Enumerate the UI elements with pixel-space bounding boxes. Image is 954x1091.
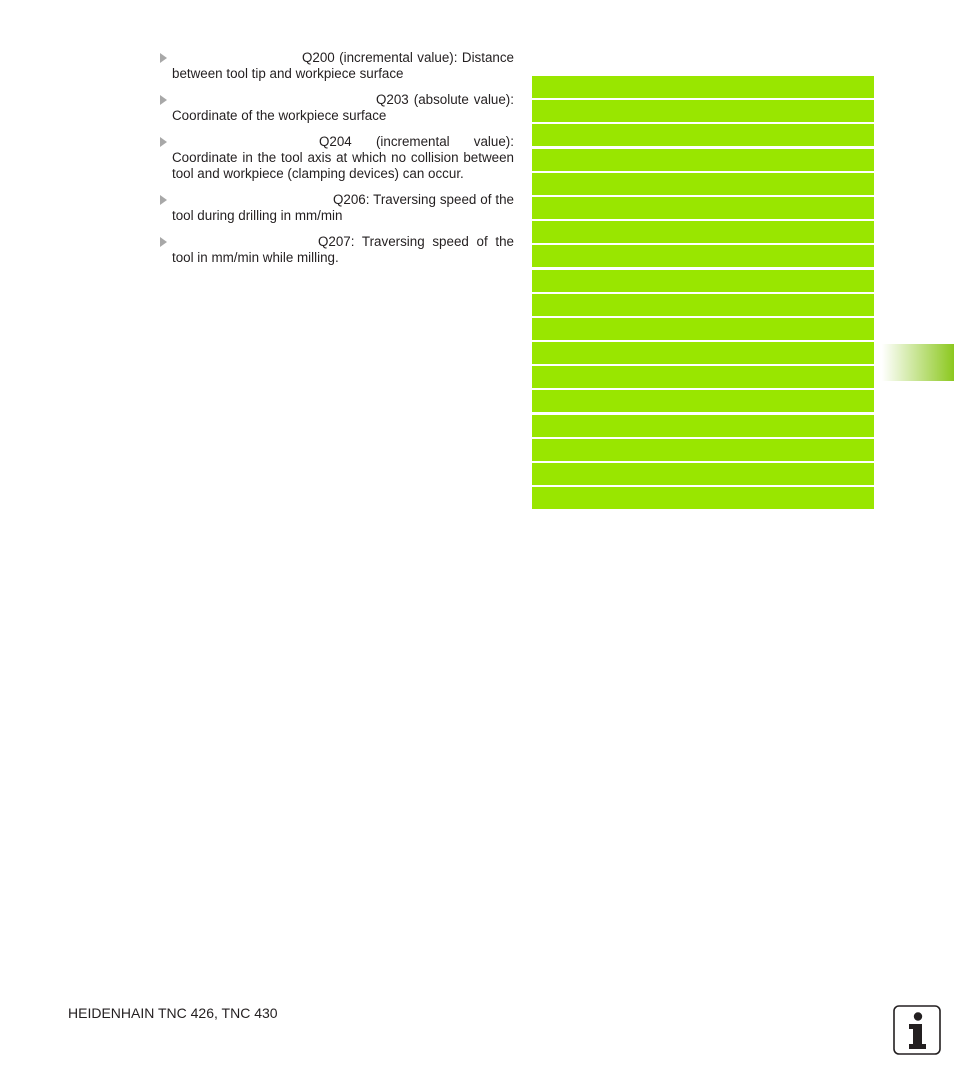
parameter-text: Q200 (incremental value): Distance between tool tip and workpiece surface — [172, 50, 514, 81]
triangle-bullet-icon — [160, 53, 167, 63]
screen-bar — [532, 173, 874, 195]
screen-bar — [532, 149, 874, 171]
triangle-bullet-icon — [160, 237, 167, 247]
parameter-text: Q207: Traversing speed of the tool in mm/min while milling. — [172, 234, 514, 265]
parameter-item — [158, 234, 514, 266]
screen-bar — [532, 415, 874, 437]
screen-bar — [532, 221, 874, 243]
screen-bar — [532, 197, 874, 219]
screen-bar — [532, 245, 874, 267]
triangle-bullet-icon — [160, 195, 167, 205]
screen-bar — [532, 390, 874, 412]
screen-bar — [532, 366, 874, 388]
triangle-bullet-icon — [160, 95, 167, 105]
parameter-item — [158, 50, 514, 82]
screen-bar — [532, 487, 874, 509]
parameter-text: Q203 (absolute value): Coordinate of the workpiece surface — [172, 92, 514, 123]
screen-illustration — [532, 76, 874, 511]
parameter-text: Q204 (incremental value): Coordinate in the tool axis at which no collision between tool and workpiece (clamping devices) can occur. — [172, 134, 514, 181]
parameter-item — [158, 92, 514, 124]
chapter-tab — [882, 344, 954, 381]
footer-text: HEIDENHAIN TNC 426, TNC 430 — [68, 1005, 278, 1021]
parameter-item — [158, 134, 514, 182]
screen-bar — [532, 294, 874, 316]
screen-bar — [532, 76, 874, 98]
screen-bar — [532, 439, 874, 461]
info-icon — [893, 1005, 941, 1055]
screen-bar — [532, 318, 874, 340]
screen-bar — [532, 124, 874, 146]
screen-bar — [532, 463, 874, 485]
screen-bar — [532, 100, 874, 122]
parameter-item — [158, 192, 514, 224]
screen-bar — [532, 342, 874, 364]
triangle-bullet-icon — [160, 137, 167, 147]
screen-bar — [532, 270, 874, 292]
parameter-list — [158, 50, 514, 276]
parameter-text: Q206: Traversing speed of the tool during drilling in mm/min — [172, 192, 514, 223]
